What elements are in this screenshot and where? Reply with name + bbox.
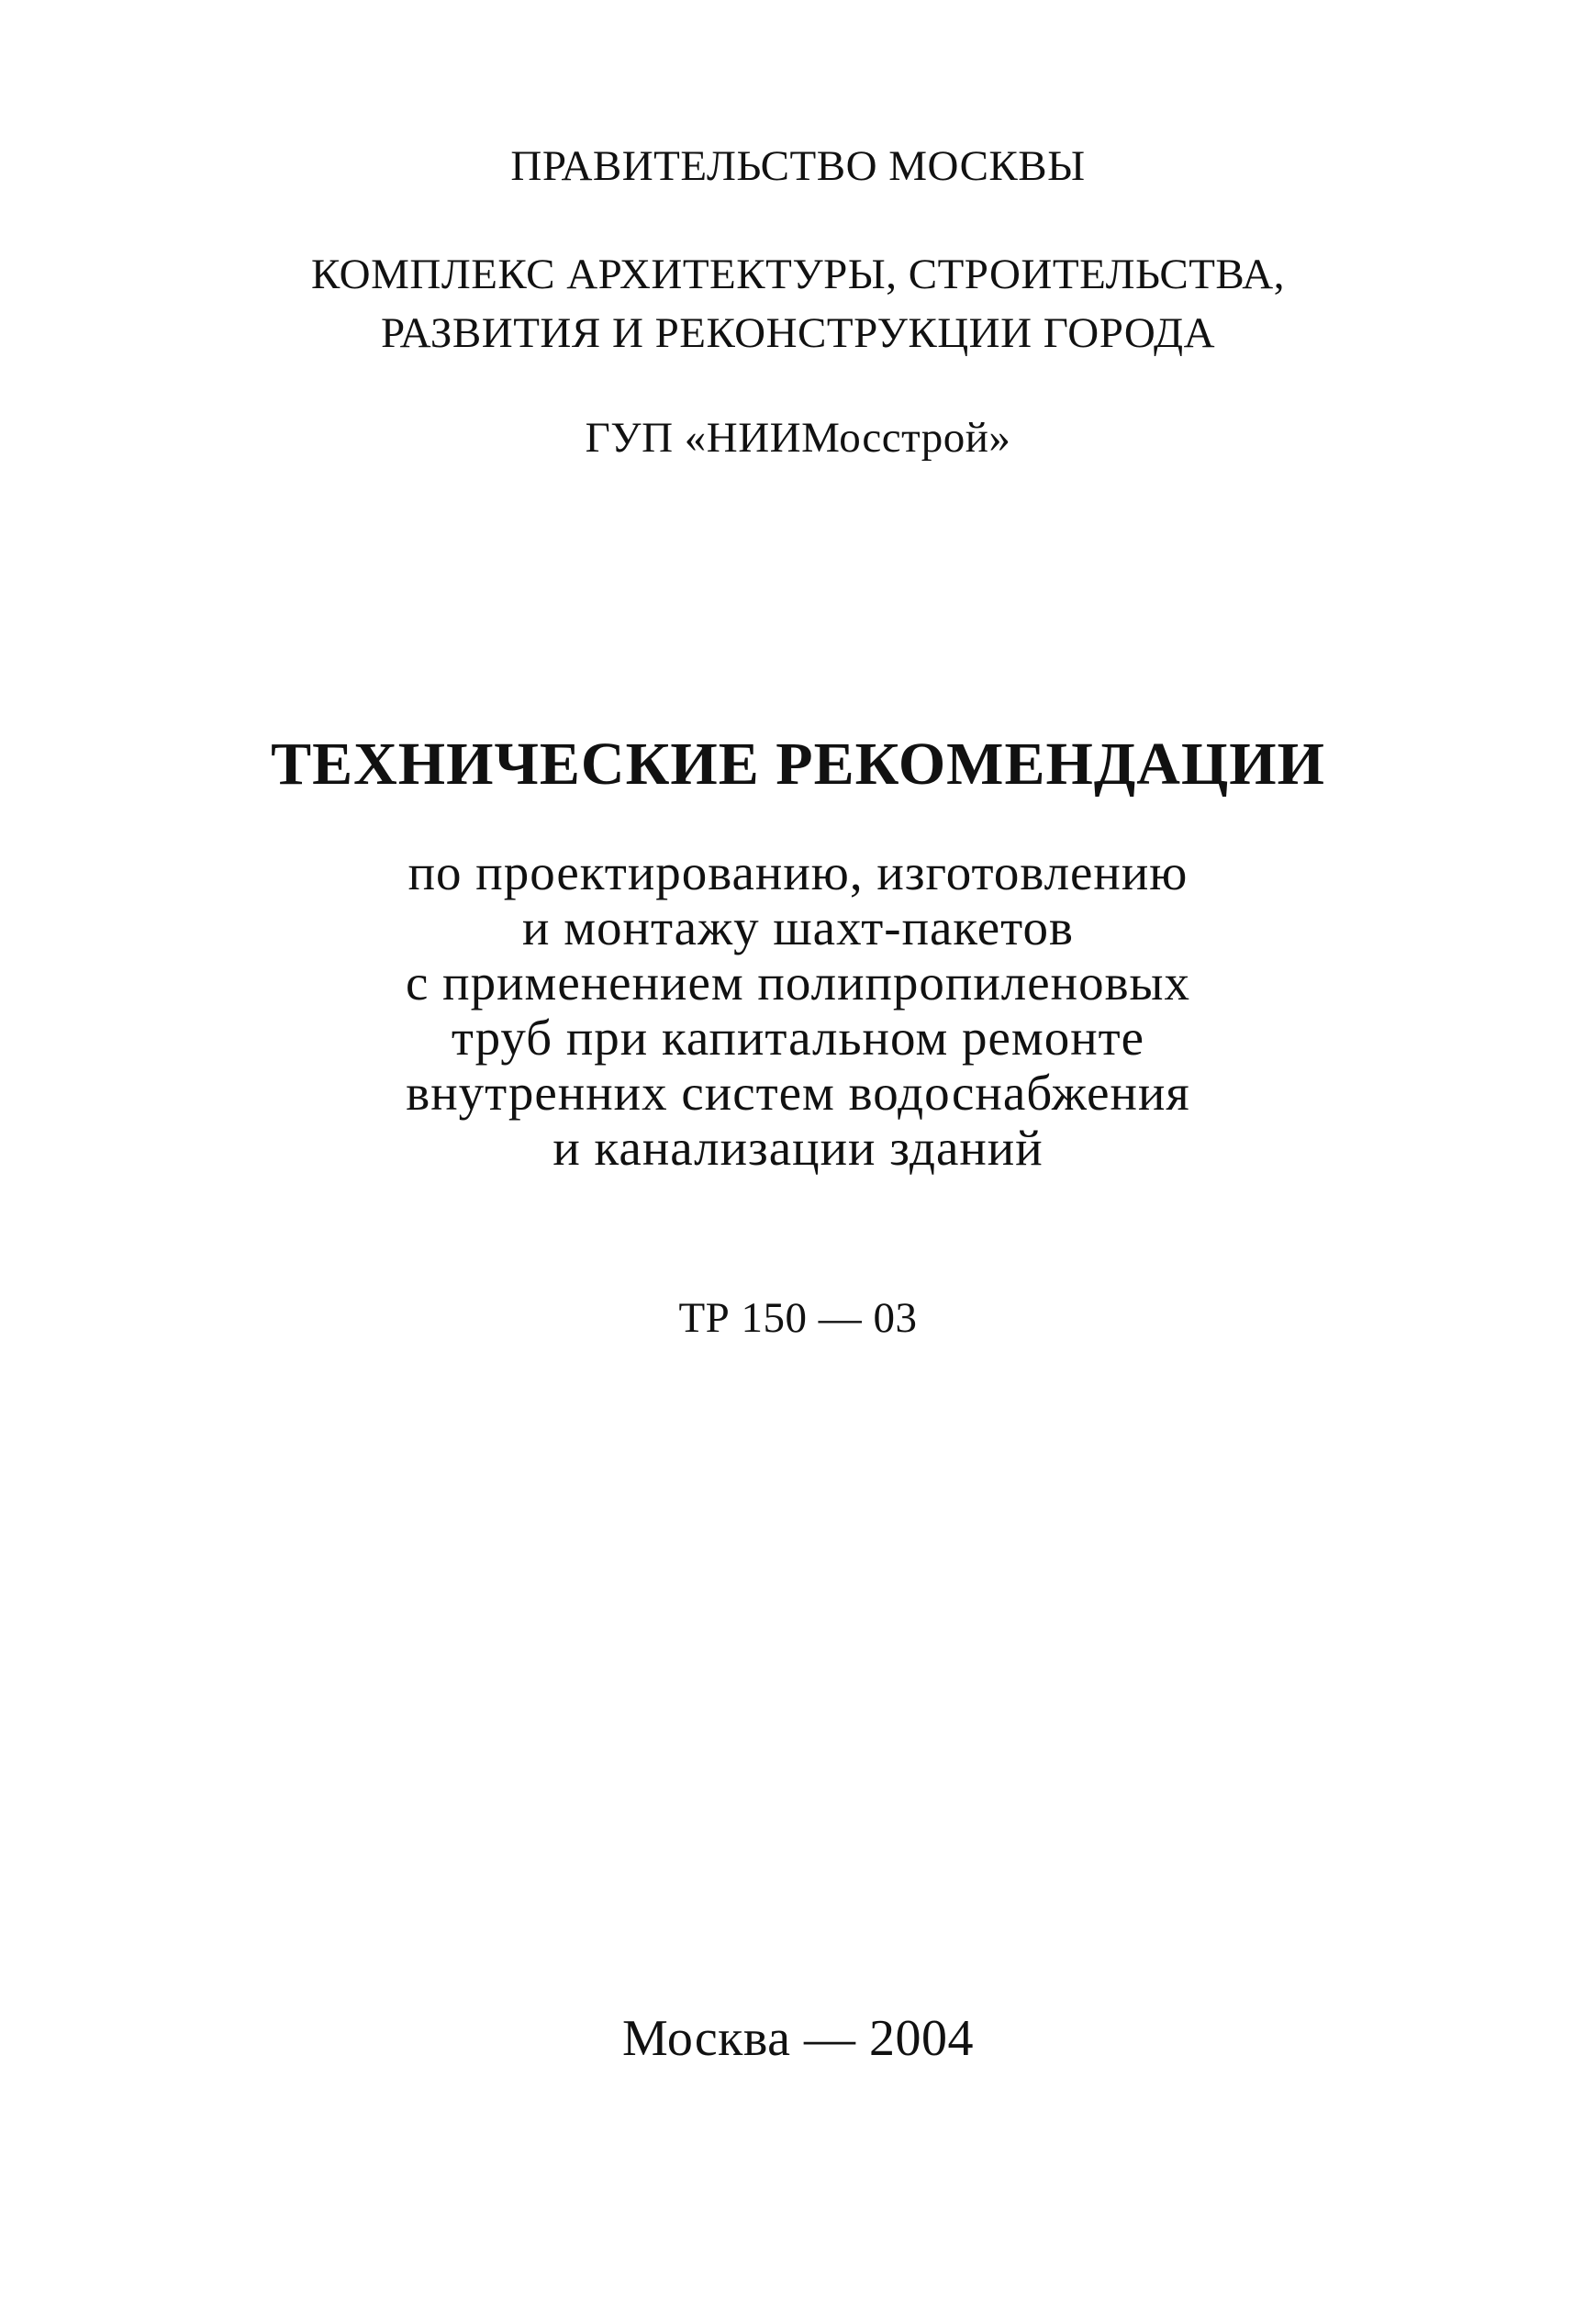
place-and-year: Москва — 2004 bbox=[622, 2010, 974, 2067]
document-title: ТЕХНИЧЕСКИЕ РЕКОМЕНДАЦИИ bbox=[271, 731, 1325, 798]
subtitle-line-2: и монтажу шахт-пакетов bbox=[522, 899, 1074, 955]
subtitle-line-5: внутренних систем водоснабжения bbox=[406, 1065, 1190, 1121]
complex-name-line-1: КОМПЛЕКС АРХИТЕКТУРЫ, СТРОИТЕЛЬСТВА, bbox=[310, 251, 1286, 298]
subtitle-line-4: труб при капитальном ремонте bbox=[451, 1010, 1145, 1066]
complex-name-line-2: РАЗВИТИЯ И РЕКОНСТРУКЦИИ ГОРОДА bbox=[380, 309, 1216, 357]
document-code: ТР 150 — 03 bbox=[678, 1294, 918, 1342]
government-name: ПРАВИТЕЛЬСТВО МОСКВЫ bbox=[510, 142, 1086, 190]
subtitle-line-1: по проектированию, изготовлению bbox=[407, 844, 1189, 900]
organization-name: ГУП «НИИМосстрой» bbox=[585, 414, 1011, 462]
subtitle-line-3: с применением полипропиленовых bbox=[405, 955, 1191, 1011]
subtitle-line-6: и канализации зданий bbox=[552, 1120, 1044, 1176]
